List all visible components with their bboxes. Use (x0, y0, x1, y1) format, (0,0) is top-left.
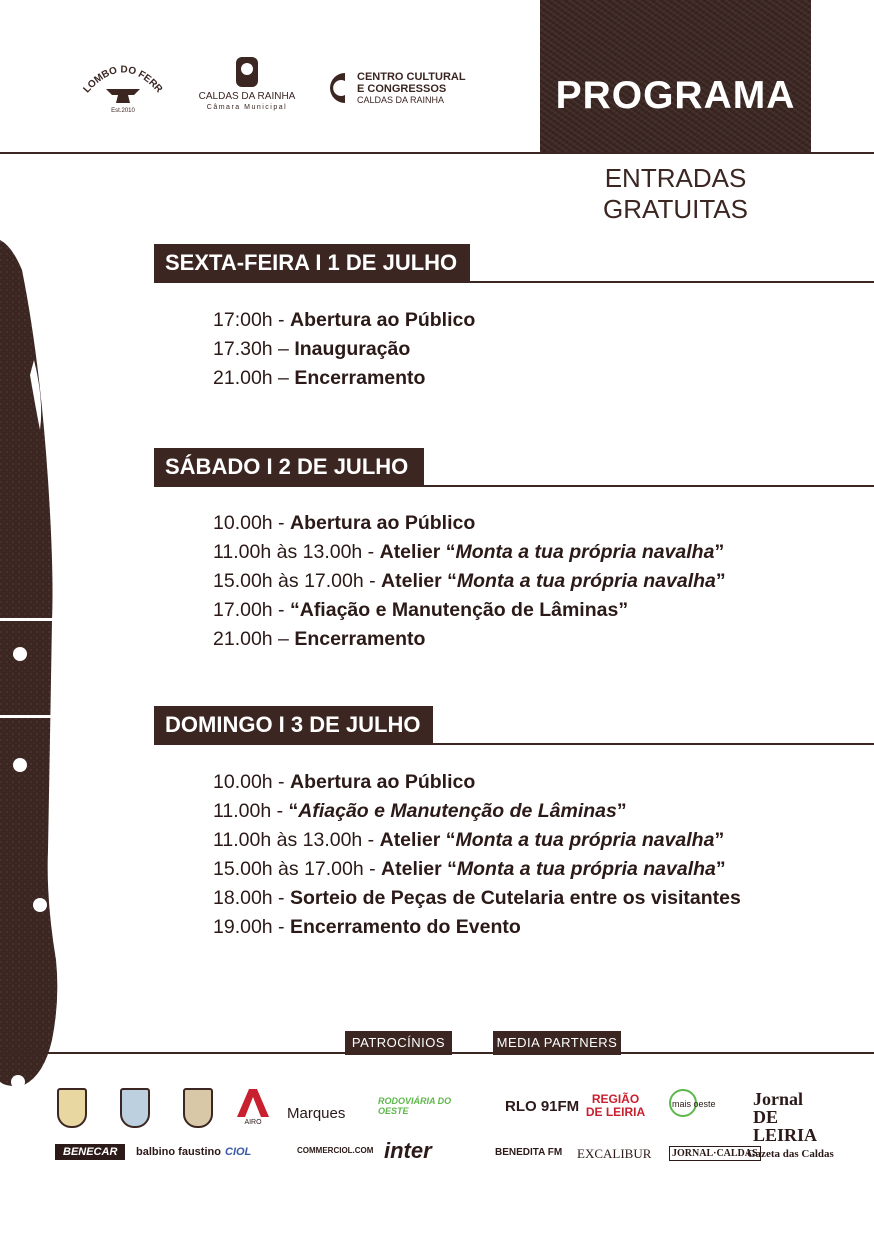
svg-text:CALDAS DA RAINHA: CALDAS DA RAINHA (198, 91, 296, 102)
jornal-de-leiria-logo: Jornal DE LEIRIA (753, 1089, 818, 1145)
commerciol-logo: COMMERCIOL.COM (297, 1146, 374, 1155)
svg-text:AIRO: AIRO (244, 1119, 262, 1125)
benecar-logo: BENECAR (55, 1144, 125, 1160)
excalibur-logo: EXCALIBUR (577, 1146, 652, 1161)
regiao-de-leiria-logo: REGIÃO DE LEIRIA (585, 1092, 646, 1119)
day-1-heading: SEXTA-FEIRA I 1 DE JULHO (154, 244, 470, 282)
schedule-item: 11.00h às 13.00h - Atelier “Monta a tua própria navalha” (213, 829, 725, 851)
gazeta-das-caldas-logo: Gazeta das Caldas (747, 1148, 834, 1160)
header-divider (0, 152, 874, 154)
day-2-rule (154, 485, 874, 487)
day-3-heading: DOMINGO I 3 DE JULHO (154, 706, 433, 744)
day-2-heading: SÁBADO I 2 DE JULHO (154, 448, 424, 486)
benedita-fm-logo: BENEDITA FM (495, 1147, 563, 1158)
schedule-item: 18.00h - Sorteio de Peças de Cutelaria entre os visitantes (213, 887, 741, 909)
ciol-logo: CIOL (225, 1146, 252, 1158)
marques-logo: Marques (287, 1105, 346, 1122)
balbino-faustino-logo: balbino faustino (136, 1146, 221, 1158)
schedule-item: 17:00h - Abertura ao Público (213, 309, 476, 331)
rlo-logo: RLO 91FM (505, 1098, 580, 1115)
municipal-crest-icon (183, 1088, 213, 1128)
svg-text:E CONGRESSOS: E CONGRESSOS (357, 83, 447, 95)
svg-text:CENTRO CULTURAL: CENTRO CULTURAL (357, 71, 466, 83)
caldas-da-rainha-logo (198, 55, 296, 115)
sponsors-label: PATROCÍNIOS (345, 1031, 452, 1055)
page-title: PROGRAMA (555, 74, 796, 117)
airo-logo (235, 1087, 271, 1125)
municipal-crest-icon (120, 1088, 150, 1128)
page-subtitle: ENTRADAS GRATUITAS (603, 163, 748, 224)
schedule-item: 21.00h – Encerramento (213, 628, 426, 650)
centro-cultural-logo (323, 68, 473, 108)
schedule-item: 15.00h às 17.00h - Atelier “Monta a tua própria navalha” (213, 570, 726, 592)
schedule-item: 17.30h – Inauguração (213, 338, 411, 360)
knife-illustration (0, 240, 70, 1100)
svg-text:Est.2010: Est.2010 (111, 108, 135, 114)
lombo-do-ferreiro-logo (76, 55, 170, 115)
day-1-rule (154, 281, 874, 283)
schedule-item: 17.00h - “Afiação e Manutenção de Lâminas” (213, 599, 629, 621)
schedule-item: 10.00h - Abertura ao Público (213, 771, 476, 793)
schedule-item: 10.00h - Abertura ao Público (213, 512, 476, 534)
schedule-item: 11.00h às 13.00h - Atelier “Monta a tua própria navalha” (213, 541, 725, 563)
media-partners-label: MEDIA PARTNERS (493, 1031, 621, 1055)
mais-oeste-logo (668, 1088, 734, 1118)
svg-text:LOMBO DO FERREIRO: LOMBO DO FERR (81, 64, 165, 96)
municipal-crest-icon (57, 1088, 87, 1128)
schedule-item: 11.00h - “Afiação e Manutenção de Lâminas” (213, 800, 627, 822)
schedule-item: 19.00h - Encerramento do Evento (213, 916, 521, 938)
svg-text:CALDAS DA RAINHA: CALDAS DA RAINHA (357, 95, 445, 105)
day-3-rule (154, 743, 874, 745)
jornal-caldas-logo: JORNAL·CALDAS (669, 1146, 761, 1161)
inter-logo: inter (384, 1138, 432, 1163)
schedule-item: 15.00h às 17.00h - Atelier “Monta a tua própria navalha” (213, 858, 726, 880)
schedule-item: 21.00h – Encerramento (213, 367, 426, 389)
svg-text:Câmara Municipal: Câmara Municipal (206, 104, 288, 111)
svg-text:mais oeste: mais oeste (672, 1099, 716, 1109)
rodoviaria-logo: RODOVIÁRIA DO OESTE (378, 1096, 452, 1116)
